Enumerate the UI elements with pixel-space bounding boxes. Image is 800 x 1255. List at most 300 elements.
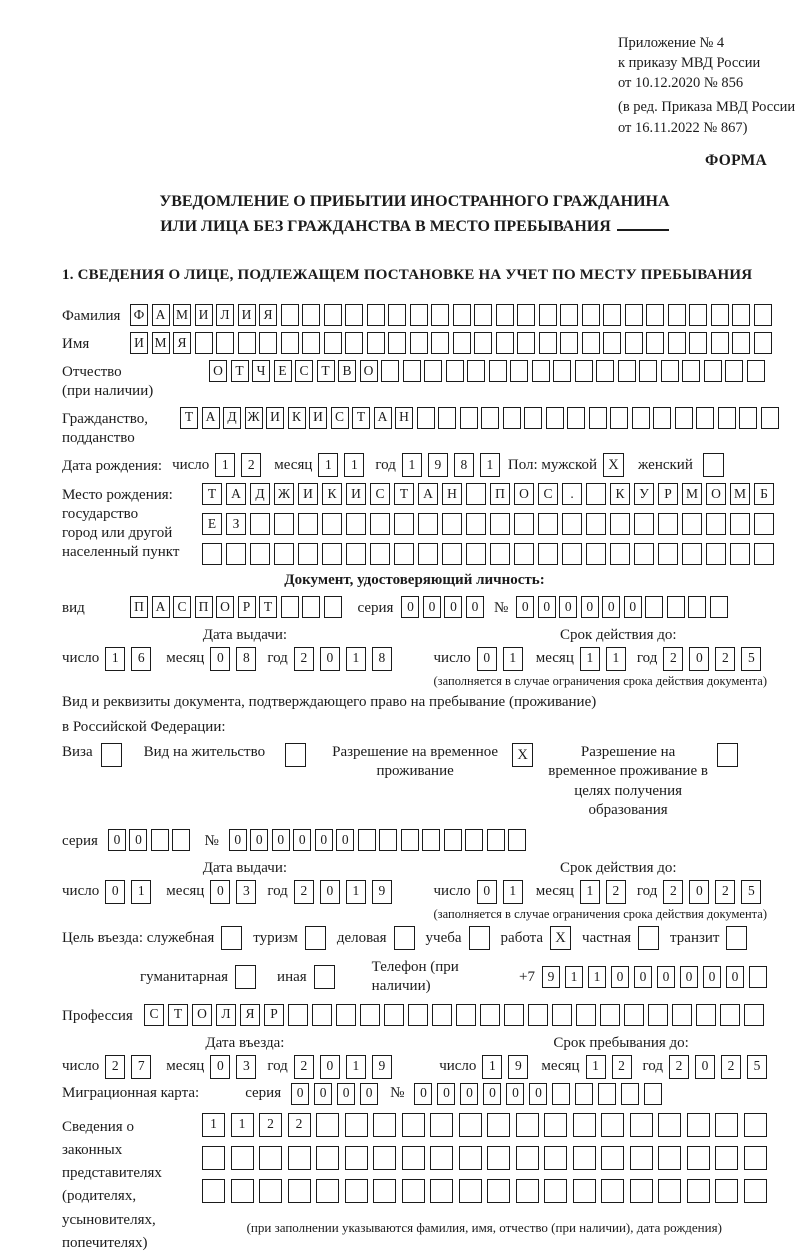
char-box[interactable] <box>589 407 607 429</box>
char-box[interactable] <box>432 1004 452 1026</box>
char-box[interactable] <box>528 1004 548 1026</box>
char-box[interactable] <box>711 304 729 326</box>
stay-until-month-input[interactable] <box>586 1055 632 1079</box>
char-box[interactable]: 0 <box>529 1083 547 1105</box>
citizenship-input[interactable] <box>180 407 779 429</box>
char-box[interactable]: 0 <box>108 829 126 851</box>
char-box[interactable] <box>410 304 428 326</box>
char-box[interactable] <box>710 596 728 618</box>
char-box[interactable] <box>658 543 678 565</box>
stay-issue-day-input[interactable] <box>105 880 151 904</box>
identity-issue-year-input[interactable] <box>294 647 392 671</box>
char-box[interactable]: 0 <box>401 596 419 618</box>
char-box[interactable] <box>394 513 414 535</box>
char-box[interactable]: 3 <box>236 1055 256 1079</box>
char-box[interactable] <box>646 332 664 354</box>
char-box[interactable]: 1 <box>503 647 523 671</box>
char-box[interactable] <box>610 407 628 429</box>
char-box[interactable]: Е <box>202 513 222 535</box>
char-box[interactable] <box>384 1004 404 1026</box>
char-box[interactable]: . <box>562 483 582 505</box>
char-box[interactable]: Л <box>216 304 234 326</box>
stay-issue-month-input[interactable] <box>210 880 256 904</box>
char-box[interactable] <box>586 543 606 565</box>
char-box[interactable]: О <box>216 596 234 618</box>
char-box[interactable]: 1 <box>606 647 626 671</box>
char-box[interactable]: М <box>730 483 750 505</box>
char-box[interactable] <box>630 1179 653 1203</box>
char-box[interactable] <box>715 1146 738 1170</box>
char-box[interactable]: З <box>226 513 246 535</box>
char-box[interactable]: 0 <box>483 1083 501 1105</box>
char-box[interactable] <box>430 1113 453 1137</box>
char-box[interactable] <box>172 829 190 851</box>
char-box[interactable] <box>322 513 342 535</box>
char-box[interactable] <box>711 332 729 354</box>
char-box[interactable]: 0 <box>516 596 534 618</box>
char-box[interactable]: 9 <box>542 966 560 988</box>
identity-expiry-day-input[interactable] <box>477 647 523 671</box>
char-box[interactable] <box>645 596 663 618</box>
char-box[interactable]: 9 <box>428 453 448 477</box>
char-box[interactable] <box>417 407 435 429</box>
char-box[interactable] <box>453 304 471 326</box>
char-box[interactable] <box>687 1146 710 1170</box>
char-box[interactable]: П <box>130 596 148 618</box>
char-box[interactable]: 2 <box>606 880 626 904</box>
char-box[interactable] <box>754 304 772 326</box>
char-box[interactable]: Д <box>223 407 241 429</box>
char-box[interactable] <box>598 1083 616 1105</box>
char-box[interactable]: 0 <box>559 596 577 618</box>
char-box[interactable] <box>544 1113 567 1137</box>
char-box[interactable] <box>560 304 578 326</box>
char-box[interactable] <box>744 1146 767 1170</box>
char-box[interactable]: О <box>192 1004 212 1026</box>
char-box[interactable] <box>646 304 664 326</box>
char-box[interactable] <box>562 543 582 565</box>
char-box[interactable]: А <box>202 407 220 429</box>
char-box[interactable]: Ж <box>245 407 263 429</box>
char-box[interactable]: С <box>144 1004 164 1026</box>
char-box[interactable]: 0 <box>360 1083 378 1105</box>
char-box[interactable] <box>575 360 593 382</box>
char-box[interactable] <box>720 1004 740 1026</box>
char-box[interactable] <box>316 1146 339 1170</box>
char-box[interactable]: Т <box>394 483 414 505</box>
char-box[interactable] <box>573 1179 596 1203</box>
char-box[interactable] <box>474 332 492 354</box>
char-box[interactable] <box>544 1179 567 1203</box>
char-box[interactable]: 1 <box>503 880 523 904</box>
char-box[interactable]: Р <box>238 596 256 618</box>
char-box[interactable] <box>610 543 630 565</box>
char-box[interactable]: 0 <box>210 880 230 904</box>
purpose-study-checkbox[interactable] <box>469 926 490 950</box>
char-box[interactable]: 0 <box>477 647 497 671</box>
char-box[interactable] <box>312 1004 332 1026</box>
char-box[interactable] <box>367 332 385 354</box>
phone-input[interactable] <box>542 966 767 988</box>
char-box[interactable]: 1 <box>580 880 600 904</box>
char-box[interactable]: О <box>360 360 378 382</box>
char-box[interactable]: Ч <box>252 360 270 382</box>
char-box[interactable] <box>345 1146 368 1170</box>
char-box[interactable] <box>487 829 505 851</box>
char-box[interactable]: И <box>266 407 284 429</box>
char-box[interactable]: Н <box>395 407 413 429</box>
char-box[interactable] <box>718 407 736 429</box>
char-box[interactable]: И <box>346 483 366 505</box>
birthplace-line2-input[interactable] <box>202 513 774 535</box>
char-box[interactable] <box>487 1179 510 1203</box>
char-box[interactable]: И <box>195 304 213 326</box>
char-box[interactable] <box>489 360 507 382</box>
entry-month-input[interactable] <box>210 1055 256 1079</box>
char-box[interactable] <box>601 1179 624 1203</box>
birth-year-input[interactable] <box>402 453 500 477</box>
profession-input[interactable] <box>144 1004 764 1026</box>
char-box[interactable]: 0 <box>210 647 230 671</box>
sex-female-checkbox[interactable] <box>703 453 724 477</box>
temp-residence-checkbox[interactable]: X <box>512 743 533 767</box>
char-box[interactable] <box>324 304 342 326</box>
char-box[interactable] <box>624 1004 644 1026</box>
char-box[interactable] <box>706 543 726 565</box>
char-box[interactable]: 1 <box>202 1113 225 1137</box>
char-box[interactable] <box>516 1113 539 1137</box>
char-box[interactable] <box>422 829 440 851</box>
char-box[interactable] <box>345 1179 368 1203</box>
char-box[interactable] <box>538 513 558 535</box>
char-box[interactable]: 0 <box>293 829 311 851</box>
char-box[interactable]: И <box>238 304 256 326</box>
char-box[interactable] <box>381 360 399 382</box>
char-box[interactable] <box>379 829 397 851</box>
char-box[interactable] <box>453 332 471 354</box>
char-box[interactable]: С <box>370 483 390 505</box>
char-box[interactable] <box>496 332 514 354</box>
char-box[interactable]: Я <box>173 332 191 354</box>
char-box[interactable] <box>202 1179 225 1203</box>
char-box[interactable] <box>281 332 299 354</box>
char-box[interactable]: 3 <box>236 880 256 904</box>
char-box[interactable] <box>544 1146 567 1170</box>
char-box[interactable] <box>373 1179 396 1203</box>
char-box[interactable] <box>644 1083 662 1105</box>
char-box[interactable] <box>388 304 406 326</box>
char-box[interactable] <box>715 1179 738 1203</box>
char-box[interactable]: 1 <box>344 453 364 477</box>
birth-month-input[interactable] <box>318 453 364 477</box>
char-box[interactable]: 2 <box>715 647 735 671</box>
char-box[interactable] <box>761 407 779 429</box>
char-box[interactable]: М <box>173 304 191 326</box>
char-box[interactable]: 2 <box>612 1055 632 1079</box>
char-box[interactable] <box>754 332 772 354</box>
char-box[interactable]: 0 <box>423 596 441 618</box>
char-box[interactable] <box>403 360 421 382</box>
entry-day-input[interactable] <box>105 1055 151 1079</box>
char-box[interactable] <box>481 407 499 429</box>
char-box[interactable] <box>238 332 256 354</box>
char-box[interactable] <box>259 1146 282 1170</box>
char-box[interactable] <box>600 1004 620 1026</box>
char-box[interactable] <box>732 304 750 326</box>
char-box[interactable] <box>490 513 510 535</box>
char-box[interactable] <box>682 513 702 535</box>
char-box[interactable]: 0 <box>444 596 462 618</box>
char-box[interactable] <box>575 1083 593 1105</box>
char-box[interactable]: М <box>682 483 702 505</box>
char-box[interactable]: 0 <box>602 596 620 618</box>
char-box[interactable] <box>696 1004 716 1026</box>
char-box[interactable] <box>648 1004 668 1026</box>
char-box[interactable]: 2 <box>663 880 683 904</box>
char-box[interactable] <box>732 332 750 354</box>
char-box[interactable] <box>553 360 571 382</box>
char-box[interactable]: 0 <box>460 1083 478 1105</box>
char-box[interactable] <box>706 513 726 535</box>
char-box[interactable] <box>517 332 535 354</box>
char-box[interactable] <box>603 304 621 326</box>
char-box[interactable]: 2 <box>721 1055 741 1079</box>
char-box[interactable] <box>274 543 294 565</box>
char-box[interactable] <box>610 513 630 535</box>
char-box[interactable] <box>408 1004 428 1026</box>
char-box[interactable]: 0 <box>611 966 629 988</box>
char-box[interactable]: 0 <box>437 1083 455 1105</box>
char-box[interactable]: Т <box>231 360 249 382</box>
char-box[interactable]: 2 <box>715 880 735 904</box>
char-box[interactable]: 1 <box>131 880 151 904</box>
char-box[interactable] <box>474 304 492 326</box>
char-box[interactable]: Б <box>754 483 774 505</box>
char-box[interactable]: 0 <box>105 880 125 904</box>
char-box[interactable] <box>639 360 657 382</box>
char-box[interactable] <box>658 513 678 535</box>
char-box[interactable] <box>459 1113 482 1137</box>
char-box[interactable]: А <box>418 483 438 505</box>
char-box[interactable]: 0 <box>414 1083 432 1105</box>
char-box[interactable] <box>345 332 363 354</box>
char-box[interactable] <box>480 1004 500 1026</box>
char-box[interactable]: 0 <box>315 829 333 851</box>
char-box[interactable] <box>514 543 534 565</box>
char-box[interactable] <box>388 332 406 354</box>
surname-input[interactable] <box>130 304 772 326</box>
char-box[interactable] <box>630 1113 653 1137</box>
stay-expiry-year-input[interactable] <box>663 880 761 904</box>
char-box[interactable]: 1 <box>402 453 422 477</box>
char-box[interactable]: А <box>374 407 392 429</box>
patronymic-input[interactable] <box>209 360 765 382</box>
char-box[interactable]: О <box>209 360 227 382</box>
char-box[interactable] <box>360 1004 380 1026</box>
char-box[interactable]: И <box>130 332 148 354</box>
char-box[interactable]: 0 <box>506 1083 524 1105</box>
char-box[interactable]: А <box>152 304 170 326</box>
char-box[interactable]: 0 <box>477 880 497 904</box>
migration-number-input[interactable] <box>414 1083 662 1105</box>
char-box[interactable]: 0 <box>680 966 698 988</box>
char-box[interactable] <box>466 483 486 505</box>
char-box[interactable] <box>538 543 558 565</box>
char-box[interactable]: 0 <box>129 829 147 851</box>
char-box[interactable] <box>460 407 478 429</box>
char-box[interactable]: 0 <box>320 1055 340 1079</box>
char-box[interactable]: 0 <box>703 966 721 988</box>
char-box[interactable] <box>508 829 526 851</box>
char-box[interactable] <box>298 543 318 565</box>
char-box[interactable] <box>431 304 449 326</box>
char-box[interactable] <box>586 483 606 505</box>
char-box[interactable] <box>552 1083 570 1105</box>
birth-day-input[interactable] <box>215 453 261 477</box>
char-box[interactable] <box>345 1113 368 1137</box>
char-box[interactable]: 0 <box>538 596 556 618</box>
char-box[interactable] <box>730 543 750 565</box>
char-box[interactable] <box>402 1113 425 1137</box>
char-box[interactable] <box>446 360 464 382</box>
birthplace-line1-input[interactable] <box>202 483 774 505</box>
stay-expiry-month-input[interactable] <box>580 880 626 904</box>
char-box[interactable]: 0 <box>337 1083 355 1105</box>
char-box[interactable]: С <box>331 407 349 429</box>
char-box[interactable] <box>552 1004 572 1026</box>
char-box[interactable] <box>367 304 385 326</box>
char-box[interactable] <box>302 596 320 618</box>
char-box[interactable] <box>573 1113 596 1137</box>
char-box[interactable]: Е <box>274 360 292 382</box>
entry-year-input[interactable] <box>294 1055 392 1079</box>
char-box[interactable] <box>524 407 542 429</box>
char-box[interactable]: Д <box>250 483 270 505</box>
char-box[interactable]: 0 <box>336 829 354 851</box>
char-box[interactable] <box>625 304 643 326</box>
char-box[interactable]: 8 <box>454 453 474 477</box>
char-box[interactable] <box>336 1004 356 1026</box>
char-box[interactable]: 0 <box>229 829 247 851</box>
purpose-official-checkbox[interactable] <box>221 926 242 950</box>
char-box[interactable]: 0 <box>210 1055 230 1079</box>
char-box[interactable]: 1 <box>586 1055 606 1079</box>
doc-number-input[interactable] <box>516 596 728 618</box>
char-box[interactable]: Т <box>180 407 198 429</box>
char-box[interactable]: 2 <box>241 453 261 477</box>
char-box[interactable] <box>394 543 414 565</box>
char-box[interactable]: 2 <box>259 1113 282 1137</box>
char-box[interactable]: 5 <box>747 1055 767 1079</box>
char-box[interactable]: П <box>195 596 213 618</box>
char-box[interactable] <box>302 304 320 326</box>
char-box[interactable]: И <box>309 407 327 429</box>
char-box[interactable] <box>288 1179 311 1203</box>
char-box[interactable]: У <box>634 483 654 505</box>
visa-checkbox[interactable] <box>101 743 122 767</box>
char-box[interactable]: 7 <box>131 1055 151 1079</box>
char-box[interactable] <box>744 1004 764 1026</box>
char-box[interactable] <box>324 596 342 618</box>
representatives-line3-input[interactable] <box>202 1179 767 1203</box>
char-box[interactable] <box>370 513 390 535</box>
char-box[interactable]: 8 <box>372 647 392 671</box>
char-box[interactable]: Р <box>264 1004 284 1026</box>
char-box[interactable] <box>373 1113 396 1137</box>
char-box[interactable] <box>410 332 428 354</box>
char-box[interactable]: 1 <box>346 880 366 904</box>
char-box[interactable] <box>231 1179 254 1203</box>
char-box[interactable]: Т <box>317 360 335 382</box>
char-box[interactable] <box>250 543 270 565</box>
char-box[interactable] <box>274 513 294 535</box>
char-box[interactable]: 0 <box>689 647 709 671</box>
char-box[interactable]: 0 <box>272 829 290 851</box>
char-box[interactable]: 1 <box>565 966 583 988</box>
char-box[interactable]: 8 <box>236 647 256 671</box>
char-box[interactable]: 6 <box>131 647 151 671</box>
char-box[interactable] <box>466 543 486 565</box>
char-box[interactable] <box>259 332 277 354</box>
char-box[interactable] <box>442 543 462 565</box>
char-box[interactable]: 1 <box>346 647 366 671</box>
char-box[interactable] <box>586 513 606 535</box>
stay-series-input[interactable] <box>108 829 191 851</box>
char-box[interactable] <box>442 513 462 535</box>
stay-expiry-day-input[interactable] <box>477 880 523 904</box>
char-box[interactable] <box>496 304 514 326</box>
purpose-tourism-checkbox[interactable] <box>305 926 326 950</box>
char-box[interactable] <box>298 513 318 535</box>
char-box[interactable] <box>672 1004 692 1026</box>
char-box[interactable]: 5 <box>741 647 761 671</box>
char-box[interactable]: 0 <box>466 596 484 618</box>
char-box[interactable] <box>216 332 234 354</box>
char-box[interactable]: 0 <box>291 1083 309 1105</box>
char-box[interactable]: 2 <box>294 880 314 904</box>
char-box[interactable]: 1 <box>318 453 338 477</box>
char-box[interactable] <box>346 513 366 535</box>
stay-number-input[interactable] <box>229 829 527 851</box>
char-box[interactable] <box>625 332 643 354</box>
char-box[interactable] <box>345 304 363 326</box>
char-box[interactable] <box>466 513 486 535</box>
residence-permit-checkbox[interactable] <box>285 743 306 767</box>
char-box[interactable] <box>465 829 483 851</box>
char-box[interactable]: Я <box>259 304 277 326</box>
char-box[interactable] <box>696 407 714 429</box>
char-box[interactable]: 2 <box>288 1113 311 1137</box>
char-box[interactable] <box>687 1113 710 1137</box>
char-box[interactable]: В <box>338 360 356 382</box>
char-box[interactable] <box>322 543 342 565</box>
char-box[interactable] <box>668 304 686 326</box>
char-box[interactable]: 1 <box>105 647 125 671</box>
char-box[interactable] <box>603 332 621 354</box>
stay-until-day-input[interactable] <box>482 1055 528 1079</box>
char-box[interactable] <box>487 1146 510 1170</box>
char-box[interactable] <box>754 513 774 535</box>
char-box[interactable]: Н <box>442 483 462 505</box>
char-box[interactable]: 9 <box>508 1055 528 1079</box>
char-box[interactable]: 1 <box>588 966 606 988</box>
char-box[interactable] <box>510 360 528 382</box>
char-box[interactable]: С <box>173 596 191 618</box>
char-box[interactable]: 2 <box>105 1055 125 1079</box>
char-box[interactable] <box>401 829 419 851</box>
char-box[interactable]: 0 <box>320 647 340 671</box>
char-box[interactable]: М <box>152 332 170 354</box>
